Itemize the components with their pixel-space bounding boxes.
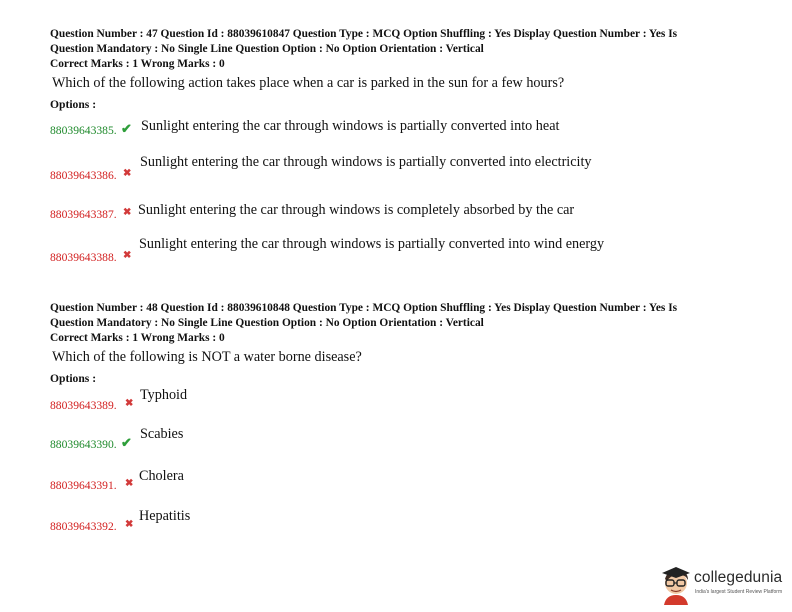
option-id: 88039643388. xyxy=(50,251,117,264)
question-meta-line1: Question Number : 48 Question Id : 88039610848 Question Type : MCQ Option Shuffling : Yes Display Question Number : Yes Is xyxy=(50,302,678,314)
option-text: Sunlight entering the car through windows is partially converted into wind energy xyxy=(139,236,605,252)
option-row xyxy=(50,508,740,540)
option-text: Sunlight entering the car through windows is partially converted into heat xyxy=(141,118,560,134)
option-text: Sunlight entering the car through windows is partially converted into electricity xyxy=(140,154,592,170)
option-text: Scabies xyxy=(140,426,184,442)
option-text: Hepatitis xyxy=(139,508,191,524)
option-text: Cholera xyxy=(139,468,184,484)
cross-icon: ✖ xyxy=(123,168,132,179)
check-icon: ✔ xyxy=(121,121,132,136)
cross-icon: ✖ xyxy=(125,478,134,489)
option-id: 88039643386. xyxy=(50,169,117,182)
question-block-47 xyxy=(50,27,740,264)
question-block-48 xyxy=(50,301,740,533)
option-id: 88039643389. xyxy=(50,399,117,412)
option-text: Sunlight entering the car through windows is completely absorbed by the car xyxy=(138,202,575,218)
option-row xyxy=(50,387,740,419)
question-marks: Correct Marks : 1 Wrong Marks : 0 xyxy=(50,332,225,344)
option-row xyxy=(50,118,740,144)
cross-icon: ✖ xyxy=(123,250,132,261)
option-row xyxy=(50,154,740,189)
question-text: Which of the following is NOT a water borne disease? xyxy=(52,349,362,365)
option-row xyxy=(50,236,740,271)
option-id: 88039643390. xyxy=(50,438,117,451)
option-id: 88039643385. xyxy=(50,124,117,137)
cross-icon: ✖ xyxy=(125,398,134,409)
option-row xyxy=(50,202,740,229)
cross-icon: ✖ xyxy=(123,207,132,218)
mascot-icon xyxy=(660,565,694,605)
option-id: 88039643392. xyxy=(50,520,117,533)
option-text: Typhoid xyxy=(140,387,188,403)
option-id: 88039643391. xyxy=(50,479,117,492)
option-id: 88039643387. xyxy=(50,208,117,221)
check-icon: ✔ xyxy=(121,435,132,450)
logo-tagline: India's largest Student Review Platform xyxy=(695,589,783,595)
question-marks: Correct Marks : 1 Wrong Marks : 0 xyxy=(50,58,225,70)
question-meta-line2: Question Mandatory : No Single Line Question Option : No Option Orientation : Vertical xyxy=(50,43,484,55)
logo-wordmark: collegedunia xyxy=(694,569,783,586)
question-text: Which of the following action takes place when a car is parked in the sun for a few hours? xyxy=(52,75,565,91)
options-label: Options : xyxy=(50,98,97,111)
collegedunia-logo xyxy=(660,565,788,605)
question-meta-line2: Question Mandatory : No Single Line Question Option : No Option Orientation : Vertical xyxy=(50,317,484,329)
options-label: Options : xyxy=(50,372,97,385)
option-row xyxy=(50,468,740,500)
option-row xyxy=(50,426,740,459)
cross-icon: ✖ xyxy=(125,519,134,530)
question-meta-line1: Question Number : 47 Question Id : 88039610847 Question Type : MCQ Option Shuffling : Yes Display Question Number : Yes Is xyxy=(50,28,678,40)
